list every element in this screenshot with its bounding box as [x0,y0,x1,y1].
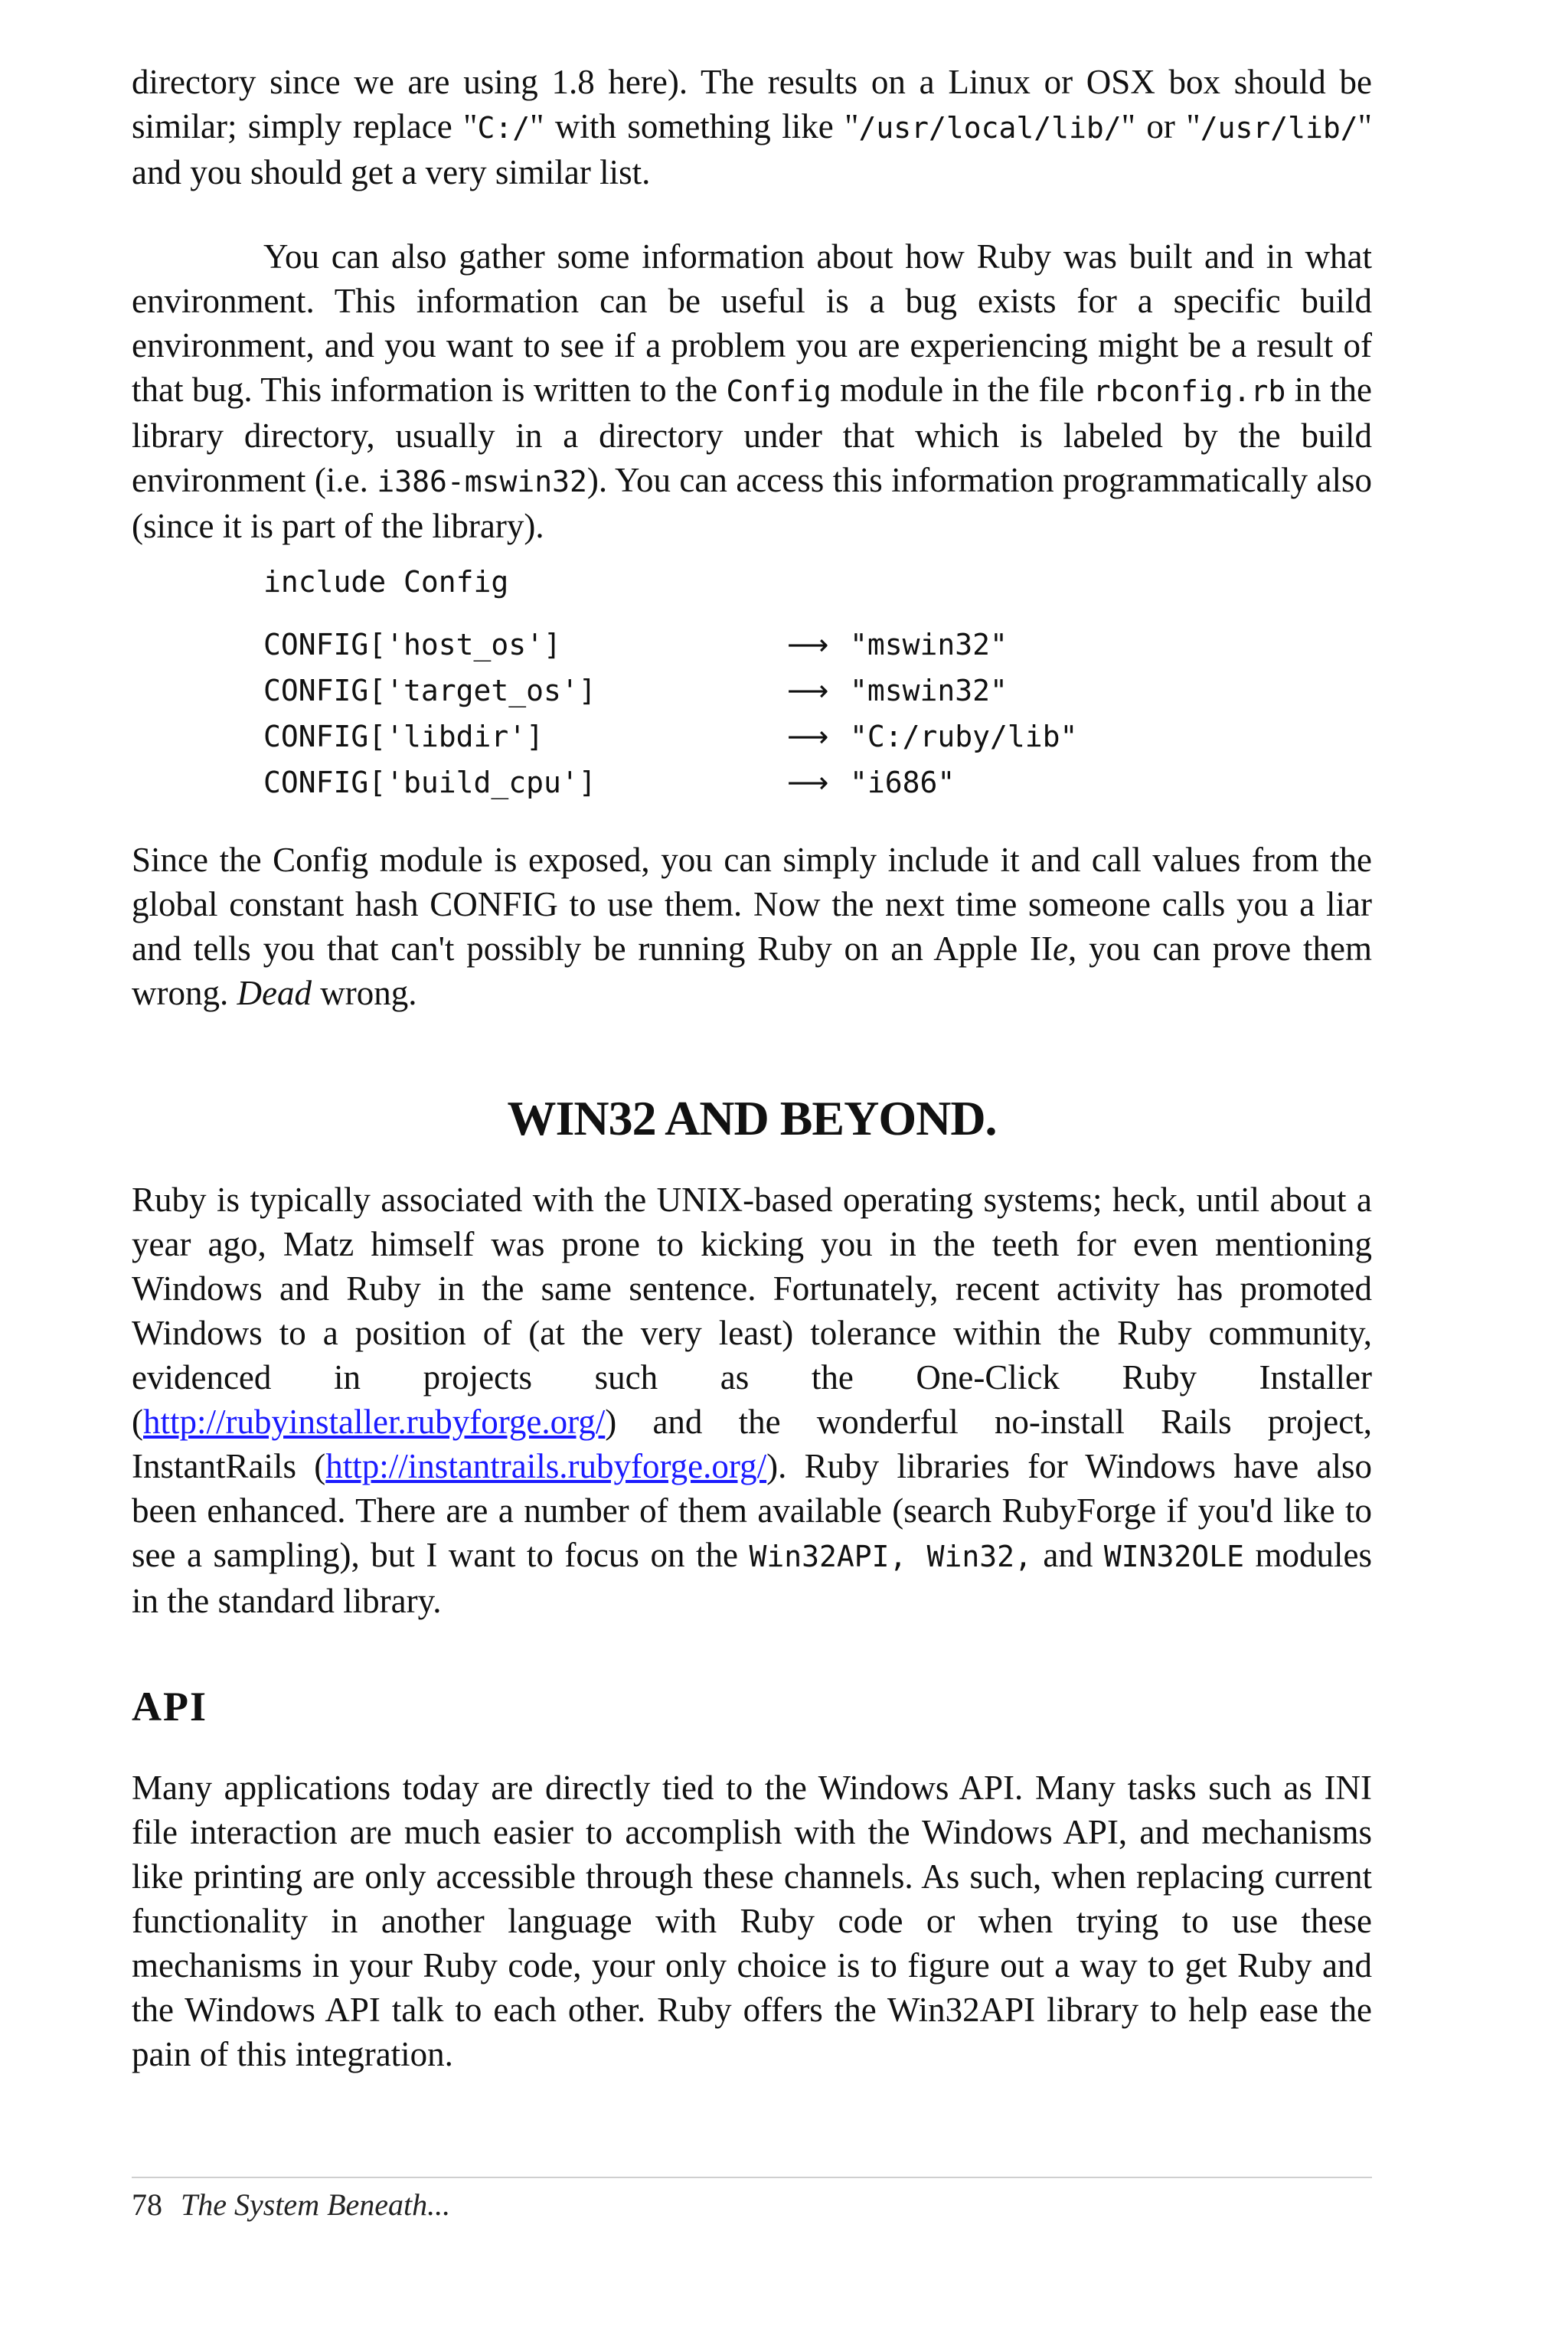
code-result: "mswin32" [850,674,1008,707]
code-text: include Config [263,565,509,599]
code-inline: /usr/local/lib/ [858,111,1122,145]
code-expr: CONFIG['libdir'] [263,720,544,753]
text: Ruby is typically associated with the UNIX-based operating systems; heck, until about a year ago, Matz himself was prone to kicking you in the teeth for even mentioning Windows and Ruby in the same sentence. Fortunately, recent activity has promoted Windows to a position of (at the very least) tolerance within the Ruby community, evidenced in projects such as the One-Click Ruby Installer ( [132,1181,1372,1441]
paragraph-intro [132,60,1372,194]
paragraph-win32-intro [132,1178,1372,1623]
text: " with something like " [530,107,859,145]
code-inline: /usr/lib/ [1200,111,1358,145]
link-instantrails[interactable]: http://instantrails.rubyforge.org/ [325,1447,767,1485]
code-result: "mswin32" [850,628,1008,662]
arrow-icon: ⟶ [787,720,829,753]
code-line [263,760,1372,805]
code-result: "i686" [850,766,956,799]
page-number: 78 [132,2187,162,2222]
code-inline: Config [726,374,831,408]
text: ). Ruby libraries for Windows have also been enhanced. There are a number of them available (search RubyForge if you'd like to see a sampling), but I want to focus on the [132,1447,1372,1574]
paragraph-build-info [132,234,1372,548]
text-emphasis: Dead [237,974,312,1012]
footer-divider [132,2177,1372,2178]
text: Since the Config module is exposed, you can simply include it and call values from the global constant hash CONFIG to use them. Now the next time someone calls you a liar and tells you that can't possibly be running Ruby on an Apple II [132,841,1372,968]
text: ) and the wonderful no-install Rails project, InstantRails ( [132,1403,1372,1485]
text-emphasis: e [1053,929,1068,968]
text: You can also gather some information about how Ruby was built and in what environment. This information can be useful is a bug exists for a specific build environment, and you want to see if a problem you are experiencing might be a result of that bug. This information is written to the [132,237,1372,409]
code-line-include [263,559,1372,605]
code-inline: C:/ [477,111,531,145]
code-line [263,622,1372,668]
paragraph-api: Many applications today are directly tied to the Windows API. Many tasks such as INI file interaction are much easier to accomplish with the Windows API, and mechanisms like printing are only accessible through these channels. As such, when replacing current functionality in another language with Ruby code or when trying to use these mechanisms in your Ruby code, your only choice is to figure out a way to get Ruby and the Windows API talk to each other. Ruby offers the Win32API library to help ease the pain of this integration. [132,1769,1372,2073]
text: directory since we are using 1.8 here). The results on a Linux or OSX box should be similar; simply replace " [132,63,1372,145]
text: in the library directory, usually in a directory under that which is labeled by the build environment (i.e. [132,371,1373,499]
arrow-icon: ⟶ [787,674,829,707]
subsection-title: API [132,1684,207,1730]
section-title: WIN32 AND BEYOND. [507,1091,997,1145]
code-expr: CONFIG['target_os'] [263,674,596,707]
text: module in the file [831,371,1093,409]
code-expr: CONFIG['host_os'] [263,628,561,662]
code-inline: rbconfig.rb [1093,374,1286,408]
code-inline: WIN32OLE [1103,1540,1244,1573]
arrow-icon: ⟶ [787,766,829,799]
text: " and you should get a very similar list. [132,107,1372,191]
text: ). You can access this information programmatically also (since it is part of the library). [132,461,1372,545]
code-expr: CONFIG['build_cpu'] [263,766,596,799]
book-title: The System Beneath... [181,2187,451,2222]
text: modules in the standard library. [132,1536,1372,1620]
arrow-icon: ⟶ [787,628,829,662]
text: , you can prove them wrong. [132,929,1372,1012]
paragraph-config-summary [132,838,1372,1015]
code-inline: i386-mswin32 [377,465,587,498]
code-inline: Win32API, Win32, [749,1540,1032,1573]
link-rubyinstaller[interactable]: http://rubyinstaller.rubyforge.org/ [143,1403,606,1441]
page-footer [132,2187,450,2223]
text: wrong. [311,974,417,1012]
code-line [263,714,1372,760]
text: " or " [1121,107,1200,145]
code-block [263,559,1372,805]
text: and [1031,1536,1104,1574]
code-line [263,668,1372,714]
page-body [132,60,1372,2076]
code-result: "C:/ruby/lib" [850,720,1078,753]
